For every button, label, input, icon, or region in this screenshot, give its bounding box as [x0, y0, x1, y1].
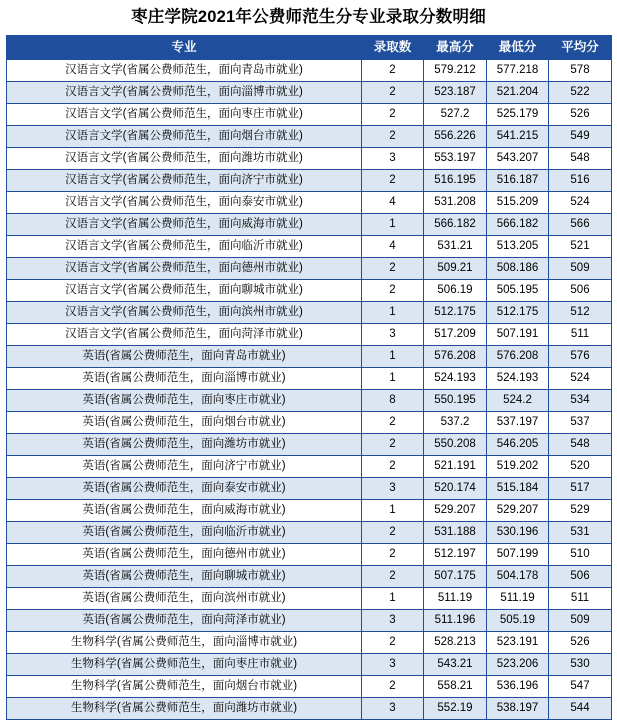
cell-max: 509.21 — [424, 257, 487, 279]
table-row — [7, 345, 612, 367]
cell-avg: 537 — [549, 411, 612, 433]
cell-avg: 510 — [549, 543, 612, 565]
cell-min: 512.175 — [487, 301, 549, 323]
cell-min: 523.191 — [487, 631, 549, 653]
cell-avg: 524 — [549, 191, 612, 213]
cell-max: 566.182 — [424, 213, 487, 235]
cell-count: 2 — [362, 59, 424, 81]
cell-avg: 548 — [549, 433, 612, 455]
cell-min: 507.191 — [487, 323, 549, 345]
cell-min: 505.19 — [487, 609, 549, 631]
table-row — [7, 81, 612, 103]
cell-avg: 511 — [549, 323, 612, 345]
cell-count: 4 — [362, 191, 424, 213]
cell-min: 546.205 — [487, 433, 549, 455]
cell-avg: 576 — [549, 345, 612, 367]
cell-count: 3 — [362, 609, 424, 631]
table-row — [7, 653, 612, 675]
cell-count: 3 — [362, 477, 424, 499]
cell-min: 516.187 — [487, 169, 549, 191]
cell-count: 3 — [362, 697, 424, 719]
cell-count: 2 — [362, 675, 424, 697]
cell-count: 2 — [362, 103, 424, 125]
cell-avg: 522 — [549, 81, 612, 103]
table-header — [7, 35, 612, 59]
cell-major: 英语(省属公费师范生，面向滨州市就业) — [7, 587, 362, 609]
cell-major: 汉语言文学(省属公费师范生，面向德州市就业) — [7, 257, 362, 279]
cell-avg: 521 — [549, 235, 612, 257]
cell-count: 2 — [362, 543, 424, 565]
cell-max: 556.226 — [424, 125, 487, 147]
cell-max: 507.175 — [424, 565, 487, 587]
table-row — [7, 169, 612, 191]
cell-major: 英语(省属公费师范生，面向烟台市就业) — [7, 411, 362, 433]
cell-major: 英语(省属公费师范生，面向菏泽市就业) — [7, 609, 362, 631]
cell-max: 550.195 — [424, 389, 487, 411]
table-row — [7, 543, 612, 565]
cell-count: 1 — [362, 345, 424, 367]
cell-major: 汉语言文学(省属公费师范生，面向威海市就业) — [7, 213, 362, 235]
table-row — [7, 675, 612, 697]
cell-min: 504.178 — [487, 565, 549, 587]
column-header-count: 录取数 — [362, 35, 424, 59]
cell-major: 汉语言文学(省属公费师范生，面向淄博市就业) — [7, 81, 362, 103]
cell-avg: 530 — [549, 653, 612, 675]
table-row — [7, 103, 612, 125]
cell-count: 8 — [362, 389, 424, 411]
cell-avg: 517 — [549, 477, 612, 499]
cell-avg: 526 — [549, 631, 612, 653]
cell-count: 2 — [362, 411, 424, 433]
cell-avg: 520 — [549, 455, 612, 477]
cell-max: 506.19 — [424, 279, 487, 301]
table-row — [7, 587, 612, 609]
cell-major: 英语(省属公费师范生，面向威海市就业) — [7, 499, 362, 521]
cell-min: 566.182 — [487, 213, 549, 235]
cell-count: 1 — [362, 587, 424, 609]
cell-max: 516.195 — [424, 169, 487, 191]
cell-avg: 544 — [549, 697, 612, 719]
cell-min: 513.205 — [487, 235, 549, 257]
cell-count: 2 — [362, 169, 424, 191]
cell-count: 2 — [362, 521, 424, 543]
cell-major: 汉语言文学(省属公费师范生，面向泰安市就业) — [7, 191, 362, 213]
table-row — [7, 631, 612, 653]
table-row — [7, 125, 612, 147]
cell-major: 英语(省属公费师范生，面向济宁市就业) — [7, 455, 362, 477]
cell-count: 2 — [362, 631, 424, 653]
cell-max: 529.207 — [424, 499, 487, 521]
cell-min: 515.184 — [487, 477, 549, 499]
cell-avg: 566 — [549, 213, 612, 235]
cell-min: 543.207 — [487, 147, 549, 169]
cell-major: 汉语言文学(省属公费师范生，面向聊城市就业) — [7, 279, 362, 301]
cell-major: 汉语言文学(省属公费师范生，面向青岛市就业) — [7, 59, 362, 81]
table-row — [7, 59, 612, 81]
cell-major: 汉语言文学(省属公费师范生，面向临沂市就业) — [7, 235, 362, 257]
cell-avg: 531 — [549, 521, 612, 543]
cell-min: 577.218 — [487, 59, 549, 81]
cell-min: 507.199 — [487, 543, 549, 565]
cell-max: 524.193 — [424, 367, 487, 389]
cell-avg: 511 — [549, 587, 612, 609]
column-header-max: 最高分 — [424, 35, 487, 59]
cell-min: 515.209 — [487, 191, 549, 213]
cell-major: 英语(省属公费师范生，面向泰安市就业) — [7, 477, 362, 499]
table-row — [7, 191, 612, 213]
cell-count: 2 — [362, 125, 424, 147]
cell-major: 汉语言文学(省属公费师范生，面向济宁市就业) — [7, 169, 362, 191]
cell-count: 2 — [362, 455, 424, 477]
cell-avg: 547 — [549, 675, 612, 697]
cell-min: 530.196 — [487, 521, 549, 543]
table-row — [7, 565, 612, 587]
cell-avg: 529 — [549, 499, 612, 521]
cell-avg: 549 — [549, 125, 612, 147]
cell-avg: 578 — [549, 59, 612, 81]
cell-min: 511.19 — [487, 587, 549, 609]
table-row — [7, 389, 612, 411]
cell-min: 536.196 — [487, 675, 549, 697]
cell-major: 英语(省属公费师范生，面向德州市就业) — [7, 543, 362, 565]
cell-major: 汉语言文学(省属公费师范生，面向滨州市就业) — [7, 301, 362, 323]
table-row — [7, 521, 612, 543]
table-row — [7, 301, 612, 323]
table-row — [7, 279, 612, 301]
table-row — [7, 477, 612, 499]
cell-count: 1 — [362, 301, 424, 323]
cell-major: 生物科学(省属公费师范生，面向潍坊市就业) — [7, 697, 362, 719]
cell-min: 505.195 — [487, 279, 549, 301]
cell-min: 523.206 — [487, 653, 549, 675]
table-row — [7, 455, 612, 477]
cell-count: 1 — [362, 213, 424, 235]
cell-major: 生物科学(省属公费师范生，面向烟台市就业) — [7, 675, 362, 697]
cell-max: 520.174 — [424, 477, 487, 499]
cell-max: 523.187 — [424, 81, 487, 103]
cell-major: 汉语言文学(省属公费师范生，面向枣庄市就业) — [7, 103, 362, 125]
column-header-min: 最低分 — [487, 35, 549, 59]
cell-major: 生物科学(省属公费师范生，面向枣庄市就业) — [7, 653, 362, 675]
cell-max: 517.209 — [424, 323, 487, 345]
cell-avg: 506 — [549, 279, 612, 301]
column-header-major: 专业 — [7, 35, 362, 59]
table-row — [7, 147, 612, 169]
cell-avg: 509 — [549, 609, 612, 631]
table-row — [7, 367, 612, 389]
cell-max: 579.212 — [424, 59, 487, 81]
cell-max: 527.2 — [424, 103, 487, 125]
table-row — [7, 697, 612, 719]
table-body — [7, 59, 612, 719]
cell-major: 汉语言文学(省属公费师范生，面向潍坊市就业) — [7, 147, 362, 169]
cell-max: 511.19 — [424, 587, 487, 609]
admission-scores-table — [6, 35, 612, 720]
cell-max: 511.196 — [424, 609, 487, 631]
cell-count: 3 — [362, 323, 424, 345]
table-row — [7, 235, 612, 257]
cell-min: 541.215 — [487, 125, 549, 147]
cell-avg: 506 — [549, 565, 612, 587]
cell-major: 英语(省属公费师范生，面向潍坊市就业) — [7, 433, 362, 455]
table-row — [7, 411, 612, 433]
cell-max: 550.208 — [424, 433, 487, 455]
cell-major: 英语(省属公费师范生，面向淄博市就业) — [7, 367, 362, 389]
table-row — [7, 609, 612, 631]
cell-major: 英语(省属公费师范生，面向临沂市就业) — [7, 521, 362, 543]
cell-major: 汉语言文学(省属公费师范生，面向烟台市就业) — [7, 125, 362, 147]
cell-min: 529.207 — [487, 499, 549, 521]
cell-max: 531.188 — [424, 521, 487, 543]
table-row — [7, 213, 612, 235]
cell-max: 552.19 — [424, 697, 487, 719]
column-header-avg: 平均分 — [549, 35, 612, 59]
cell-count: 2 — [362, 433, 424, 455]
table-row — [7, 499, 612, 521]
cell-max: 537.2 — [424, 411, 487, 433]
cell-max: 553.197 — [424, 147, 487, 169]
cell-avg: 516 — [549, 169, 612, 191]
cell-count: 2 — [362, 257, 424, 279]
cell-count: 3 — [362, 147, 424, 169]
cell-avg: 548 — [549, 147, 612, 169]
cell-count: 1 — [362, 499, 424, 521]
cell-max: 512.175 — [424, 301, 487, 323]
cell-avg: 524 — [549, 367, 612, 389]
cell-count: 4 — [362, 235, 424, 257]
cell-min: 524.193 — [487, 367, 549, 389]
cell-min: 519.202 — [487, 455, 549, 477]
table-row — [7, 257, 612, 279]
cell-major: 汉语言文学(省属公费师范生，面向菏泽市就业) — [7, 323, 362, 345]
cell-max: 521.191 — [424, 455, 487, 477]
cell-avg: 512 — [549, 301, 612, 323]
cell-major: 英语(省属公费师范生，面向枣庄市就业) — [7, 389, 362, 411]
cell-major: 英语(省属公费师范生，面向青岛市就业) — [7, 345, 362, 367]
cell-max: 543.21 — [424, 653, 487, 675]
table-row — [7, 323, 612, 345]
cell-max: 531.21 — [424, 235, 487, 257]
cell-count: 2 — [362, 565, 424, 587]
cell-count: 2 — [362, 81, 424, 103]
cell-max: 558.21 — [424, 675, 487, 697]
cell-major: 生物科学(省属公费师范生，面向淄博市就业) — [7, 631, 362, 653]
cell-max: 528.213 — [424, 631, 487, 653]
cell-min: 508.186 — [487, 257, 549, 279]
page-title: 枣庄学院2021年公费师范生分专业录取分数明细 — [131, 8, 486, 26]
cell-avg: 534 — [549, 389, 612, 411]
cell-min: 576.208 — [487, 345, 549, 367]
cell-major: 英语(省属公费师范生，面向聊城市就业) — [7, 565, 362, 587]
cell-min: 521.204 — [487, 81, 549, 103]
cell-avg: 526 — [549, 103, 612, 125]
cell-min: 537.197 — [487, 411, 549, 433]
cell-count: 2 — [362, 279, 424, 301]
cell-max: 531.208 — [424, 191, 487, 213]
table-row — [7, 433, 612, 455]
cell-max: 512.197 — [424, 543, 487, 565]
cell-avg: 509 — [549, 257, 612, 279]
cell-max: 576.208 — [424, 345, 487, 367]
cell-count: 1 — [362, 367, 424, 389]
cell-min: 538.197 — [487, 697, 549, 719]
cell-count: 3 — [362, 653, 424, 675]
table-header-row — [7, 35, 612, 59]
cell-min: 525.179 — [487, 103, 549, 125]
cell-min: 524.2 — [487, 389, 549, 411]
